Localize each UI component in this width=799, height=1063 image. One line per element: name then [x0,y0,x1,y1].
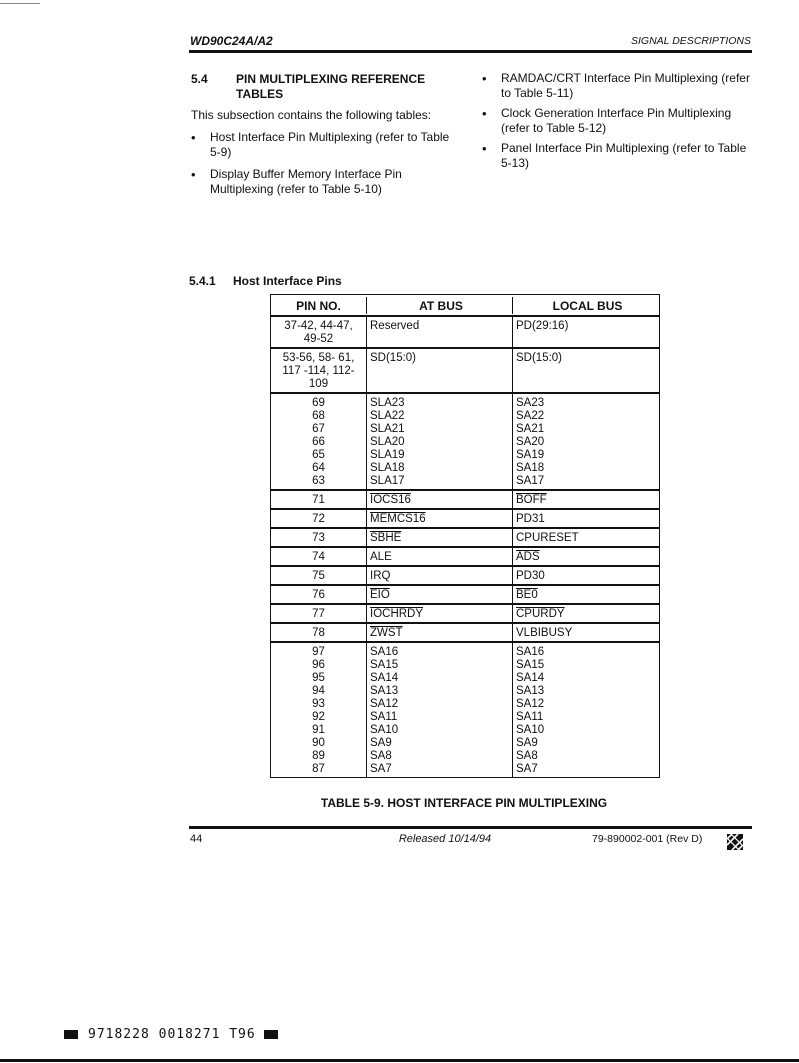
cell-line: SA15 [370,659,399,671]
cell-line: BOFF [516,494,547,506]
table-row [271,508,659,527]
cell-line: SA8 [516,750,538,762]
pin-number-cell [271,548,367,565]
local-bus-cell [513,394,659,489]
table-row [271,315,659,347]
cell-line: SA12 [370,698,399,710]
cell-line: SA8 [370,750,392,762]
cell-line: SLA22 [370,410,405,422]
column-header-at-bus: AT BUS [367,297,513,314]
at-bus-cell [367,349,513,392]
host-interface-pin-table [270,294,660,778]
wd-logo-icon [727,834,743,850]
subsection-number: 5.4.1 [189,274,216,288]
cell-line: 63 [312,475,325,487]
scan-code [64,1027,278,1042]
cell-line: SLA23 [370,397,405,409]
cell-line: SBHE [370,532,402,544]
at-bus-cell [367,317,513,347]
table-header-row [271,295,659,315]
cell-line: 76 [312,589,325,601]
cell-line: SA7 [370,763,392,775]
table-row [271,546,659,565]
cell-line: 66 [312,436,325,448]
local-bus-cell [513,586,659,603]
cell-line: SA14 [370,672,399,684]
cell-line: 65 [312,449,325,461]
table-row [271,565,659,584]
pin-number-cell [271,349,367,392]
cell-line: 68 [312,410,325,422]
cell-line: 89 [312,750,325,762]
cell-line: SA19 [516,449,545,461]
cell-line: 95 [312,672,325,684]
at-bus-cell [367,605,513,622]
pin-number-cell [271,491,367,508]
section-intro: This subsection contains the following tables: [191,108,432,122]
running-header-section: SIGNAL DESCRIPTIONS [630,35,751,47]
table-list-right [482,71,752,176]
cell-line: SA14 [516,672,545,684]
pin-number-cell [271,394,367,489]
table-row [271,641,659,777]
pin-number-cell [271,605,367,622]
local-bus-cell [513,643,659,777]
column-header-local-bus: LOCAL BUS [552,299,623,313]
cell-line: SLA18 [370,462,405,474]
list-item: • Display Buffer Memory Interface Pin Multiplexing (refer to Table 5-10) [191,167,463,197]
local-bus-cell [513,529,659,546]
cell-line: $\overline{EIO}$ [370,589,390,601]
cell-line: SA10 [370,724,399,736]
cell-line: PD(29:16) [516,320,569,332]
at-bus-cell [367,548,513,565]
cell-line: SA16 [370,646,399,658]
cell-line: SA15 [516,659,545,671]
cell-line: 73 [312,532,325,544]
cell-line: SLA17 [370,475,405,487]
cell-line: SA16 [516,646,545,658]
table-row [271,392,659,489]
at-bus-cell [367,586,513,603]
cell-line: SA10 [516,724,545,736]
local-bus-cell [513,349,659,392]
at-bus-cell [367,643,513,777]
scan-edge-mark [0,3,40,4]
cell-line: 77 [312,608,325,620]
cell-line: SA9 [516,737,538,749]
cell-line: SD(15:0) [516,352,563,364]
list-item: • RAMDAC/CRT Interface Pin Multiplexing (refer to Table 5-11) [482,71,752,101]
cell-line: 67 [312,423,325,435]
at-bus-cell [367,624,513,641]
cell-line: 72 [312,513,325,525]
cell-line: 117 -114, 112- [282,365,355,377]
list-item: • Clock Generation Interface Pin Multiplexing (refer to Table 5-12) [482,106,752,136]
list-item: • Panel Interface Pin Multiplexing (refer to Table 5-13) [482,141,752,171]
cell-line: SLA21 [370,423,405,435]
scan-bottom-edge [0,1059,799,1062]
at-bus-cell [367,567,513,584]
cell-line: PD30 [516,570,545,582]
table-row [271,489,659,508]
pin-number-cell [271,643,367,777]
cell-line: SA22 [516,410,545,422]
cell-line: SLA19 [370,449,405,461]
local-bus-cell [513,510,659,527]
cell-line: 93 [312,698,325,710]
local-bus-cell [513,624,659,641]
table-row [271,622,659,641]
at-bus-cell [367,510,513,527]
local-bus-cell [513,605,659,622]
cell-line: SA13 [516,685,545,697]
cell-line: SA12 [516,698,545,710]
release-date: Released 10/14/94 [398,833,492,845]
cell-line: PD31 [516,513,545,525]
cell-line: 78 [312,627,325,639]
cell-line: ZWST [370,627,403,639]
at-bus-cell [367,529,513,546]
scan-block-mark [264,1030,278,1039]
cell-line: CPURDY [516,608,565,620]
cell-line: 71 [312,494,325,506]
cell-line: 49-52 [303,333,334,345]
header-rule [189,50,752,53]
pin-number-cell [271,586,367,603]
pin-number-cell [271,624,367,641]
table-row [271,527,659,546]
cell-line: $\overline{ADS}$ [516,551,540,563]
cell-line: SA21 [516,423,545,435]
local-bus-cell [513,567,659,584]
cell-line: IRQ [370,570,391,582]
scan-code-text: 9718228 0018271 T96 [88,1027,256,1042]
cell-line: CPURESET [516,532,579,544]
cell-line: 91 [312,724,325,736]
cell-line: SA17 [516,475,545,487]
table-row [271,584,659,603]
cell-line: 53-56, 58- 61, [282,352,355,364]
page-number: 44 [190,833,203,845]
cell-line: 37-42, 44-47, [284,320,353,332]
cell-line: 92 [312,711,325,723]
running-header-title: WD90C24A/A2 [190,34,273,48]
at-bus-cell [367,491,513,508]
subsection-title: Host Interface Pins [233,274,342,288]
cell-line: 87 [312,763,325,775]
cell-line: 69 [312,397,325,409]
at-bus-cell [367,394,513,489]
cell-line: SA11 [516,711,544,723]
cell-line: 97 [312,646,325,658]
cell-line: VLBIBUSY [516,627,573,639]
cell-line: SA13 [370,685,399,697]
pin-number-cell [271,567,367,584]
section-title: PIN MULTIPLEXING REFERENCE TABLES [236,72,426,101]
cell-line: SA11 [370,711,398,723]
local-bus-cell [513,548,659,565]
cell-line: 94 [312,685,325,697]
cell-line: BE0 [516,589,538,601]
cell-line: Reserved [370,320,420,332]
cell-line: 109 [308,378,329,390]
cell-line: SA7 [516,763,538,775]
footer-rule [189,826,752,829]
cell-line: 96 [312,659,325,671]
cell-line: SA23 [516,397,545,409]
cell-line: IOCHRDY [370,608,424,620]
pin-number-cell [271,529,367,546]
cell-line: SA9 [370,737,392,749]
cell-line: SLA20 [370,436,405,448]
cell-line: MEMCS16 [370,513,426,525]
table-row [271,347,659,392]
cell-line: 64 [312,462,325,474]
document-number: 79-890002-001 (Rev D) [592,833,703,845]
list-item: • Host Interface Pin Multiplexing (refer to Table 5-9) [191,130,463,160]
table-list-left [191,130,463,204]
table-row [271,603,659,622]
pin-number-cell [271,317,367,347]
cell-line: ALE [370,551,392,563]
cell-line: 74 [312,551,325,563]
cell-line: IOCS16 [370,494,411,506]
section-number: 5.4 [191,72,208,86]
scan-block-mark [64,1030,78,1039]
cell-line: 75 [312,570,325,582]
cell-line: SD(15:0) [370,352,417,364]
local-bus-cell [513,491,659,508]
local-bus-cell [513,317,659,347]
cell-line: SA18 [516,462,545,474]
cell-line: 90 [312,737,325,749]
table-caption: TABLE 5-9. HOST INTERFACE PIN MULTIPLEXING [320,796,608,810]
pin-number-cell [271,510,367,527]
column-header-pin: PIN NO. [271,297,367,314]
cell-line: SA20 [516,436,545,448]
